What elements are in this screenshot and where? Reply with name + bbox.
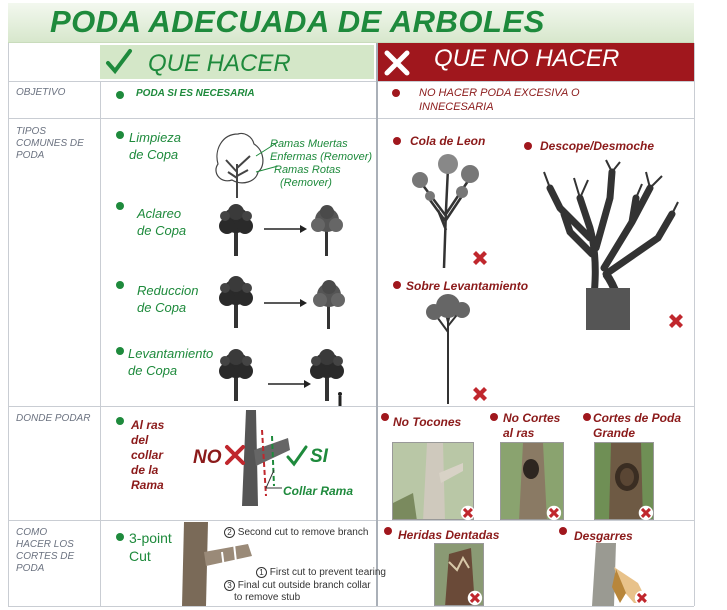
levantamiento-label: Levantamiento de Copa (128, 346, 214, 378)
si-label: SI (310, 446, 328, 467)
x-badge-icon (460, 505, 476, 521)
tree-icon (217, 200, 257, 258)
x-badge-icon (467, 590, 483, 606)
limpieza-label: Limpieza de Copa (129, 130, 182, 162)
x-badge-icon (665, 310, 687, 332)
bullet-icon (381, 413, 389, 421)
x-badge-icon (634, 590, 650, 606)
tocones-label: No Tocones (393, 415, 462, 429)
step-1: 1 First cut to prevent tearing (256, 567, 386, 578)
divider (694, 43, 695, 606)
sobre-label: Sobre Levantamiento (406, 279, 529, 293)
descope-label: Descope/Desmoche (540, 139, 655, 153)
cola-label: Cola de Leon (410, 134, 486, 148)
person-icon (336, 392, 344, 406)
step-2: 2 Second cut to remove branch (224, 527, 368, 538)
topped-tree-icon (540, 158, 680, 330)
objetivo-dont: NO HACER PODA EXCESIVA O INNECESARIA (419, 87, 580, 113)
cortes-grande-label: Cortes de Poda Grande (593, 411, 682, 440)
bullet-icon (116, 202, 124, 210)
bullet-icon (116, 347, 124, 355)
bullet-icon (393, 137, 401, 145)
three-point-label: 3-point Cut (129, 530, 172, 564)
tree-thin-icon (308, 200, 348, 258)
step-3: 3 Final cut outside branch collar to remove stub (224, 580, 371, 604)
dont-header-label: QUE NO HACER (434, 45, 620, 72)
bullet-icon (524, 142, 532, 150)
al-ras-label: Al ras del collar de la Rama (131, 418, 165, 492)
heridas-label: Heridas Dentadas (398, 528, 500, 542)
bullet-icon (116, 91, 124, 99)
pointer-line-icon (264, 470, 284, 492)
divider (100, 81, 101, 606)
divider (8, 606, 694, 607)
x-badge-icon (546, 505, 562, 521)
x-badge-icon (469, 383, 491, 405)
bullet-icon (583, 413, 591, 421)
tree-thin-icon (310, 275, 346, 329)
tree-icon (217, 345, 257, 405)
bullet-icon (559, 527, 567, 535)
arrow-icon (266, 379, 312, 389)
row-label-tipos: TIPOS COMUNES DE PODA (16, 126, 84, 161)
do-header-label: QUE HACER (148, 50, 291, 77)
bullet-icon (393, 281, 401, 289)
check-icon (285, 444, 309, 468)
bullet-icon (392, 89, 400, 97)
arrow-icon (262, 224, 308, 234)
no-label: NO (193, 447, 222, 468)
x-icon (224, 444, 246, 466)
collar-label: Collar Rama (283, 484, 354, 498)
divider (376, 43, 378, 606)
divider (8, 118, 694, 119)
x-badge-icon (638, 505, 654, 521)
bullet-icon (116, 417, 124, 425)
divider (8, 81, 694, 82)
reduccion-label: Reduccion de Copa (137, 283, 199, 315)
x-badge-icon (469, 247, 491, 269)
row-label-donde: DONDE PODAR (16, 413, 91, 424)
aclareo-label: Aclareo de Copa (137, 206, 187, 238)
row-label-como: COMO HACER LOS CORTES DE PODA (16, 527, 75, 574)
page-title: PODA ADECUADA DE ARBOLES (50, 4, 545, 39)
divider (8, 520, 694, 521)
arrow-icon (262, 298, 308, 308)
cross-icon (384, 50, 410, 76)
bullet-icon (384, 527, 392, 535)
desgarres-label: Desgarres (574, 529, 633, 543)
bullet-icon (116, 131, 124, 139)
limpieza-notes: Ramas Muertas Enfermas (Remover) Ramas Rotas (Remover) (270, 138, 373, 189)
divider (8, 43, 9, 606)
bullet-icon (116, 533, 124, 541)
bullet-icon (490, 413, 498, 421)
tree-icon (217, 272, 257, 330)
bullet-icon (116, 281, 124, 289)
no-cortes-label: No Cortes al ras (503, 411, 561, 440)
divider (8, 406, 694, 407)
check-icon (104, 47, 134, 77)
objetivo-do: PODA SI ES NECESARIA (136, 88, 255, 99)
row-label-objetivo: OBJETIVO (16, 87, 66, 98)
